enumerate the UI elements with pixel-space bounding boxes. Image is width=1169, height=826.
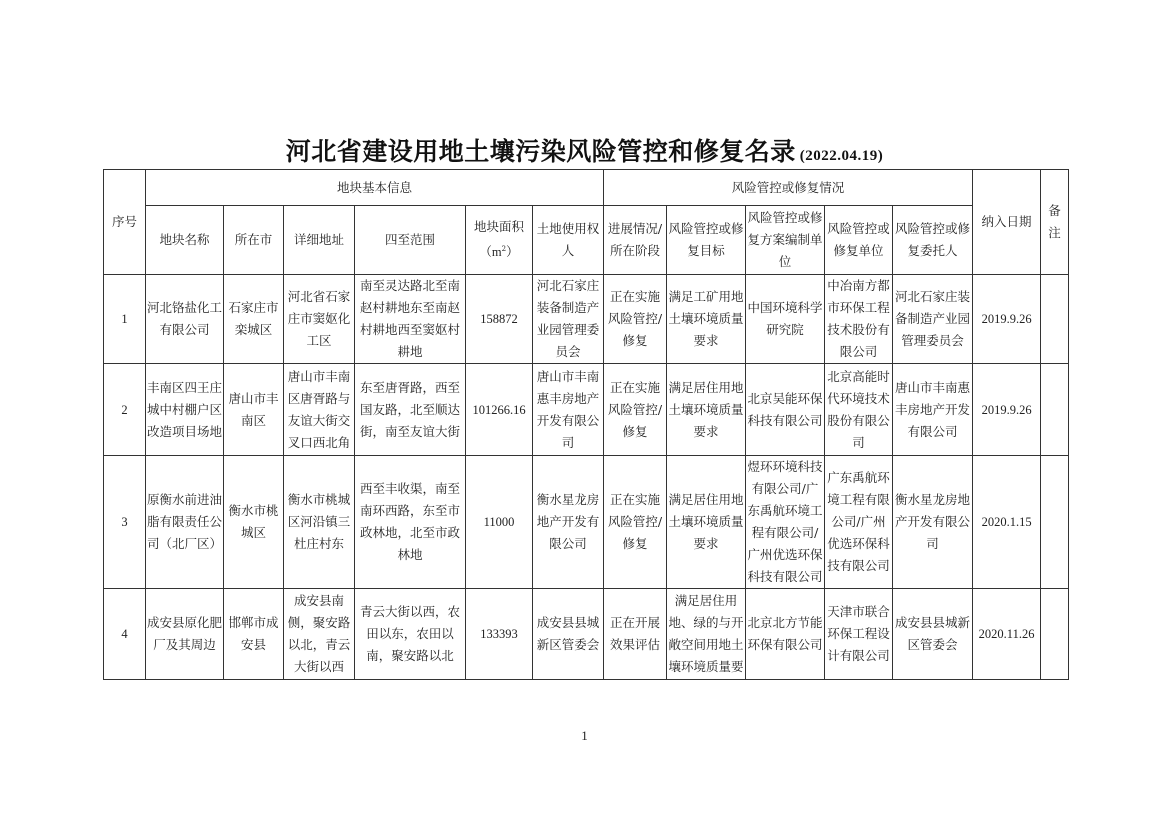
cell-address: 河北省石家庄市窦妪化工区: [284, 275, 355, 364]
header-columns-row: [104, 206, 1069, 275]
cell-boundary: 东至唐胥路，西至国友路，北至顺达街，南至友谊大街: [355, 364, 466, 456]
cell-progress: 正在实施风险管控/修复: [604, 456, 667, 589]
contamination-registry-table: [103, 169, 1069, 680]
header-owner: 土地使用权人: [533, 206, 604, 275]
cell-city: 衡水市桃城区: [224, 456, 284, 589]
header-basic-info: 地块基本信息: [146, 170, 604, 206]
cell-plan-unit: 中国环境科学研究院: [746, 275, 825, 364]
cell-area: 158872: [466, 275, 533, 364]
cell-boundary: 青云大街以西，农田以东，农田以南，聚安路以北: [355, 589, 466, 680]
cell-seq: 1: [104, 275, 146, 364]
cell-date: 2019.9.26: [973, 275, 1041, 364]
header-date-included: 纳入日期: [973, 170, 1041, 275]
cell-boundary: 西至丰收渠，南至南环西路，东至市政林地，北至市政林地: [355, 456, 466, 589]
table-row: [104, 456, 1069, 589]
cell-date: 2019.9.26: [973, 364, 1041, 456]
cell-progress: 正在实施风险管控/修复: [604, 364, 667, 456]
header-risk-info: 风险管控或修复情况: [604, 170, 973, 206]
cell-client: 衡水星龙房地产开发有限公司: [893, 456, 973, 589]
cell-owner: 成安县县城新区管委会: [533, 589, 604, 680]
cell-city: 邯郸市成安县: [224, 589, 284, 680]
cell-plan-unit: 煜环环境科技有限公司/广东禹航环境工程有限公司/广州优选环保科技有限公司: [746, 456, 825, 589]
cell-owner: 河北石家庄装备制造产业园管理委员会: [533, 275, 604, 364]
table-row: [104, 275, 1069, 364]
cell-area: 101266.16: [466, 364, 533, 456]
cell-exec-unit: 天津市联合环保工程设计有限公司: [825, 589, 893, 680]
cell-boundary: 南至灵达路北至南赵村耕地东至南赵村耕地西至窦妪村耕地: [355, 275, 466, 364]
cell-city: 唐山市丰南区: [224, 364, 284, 456]
cell-exec-unit: 北京高能时代环境技术股份有限公司: [825, 364, 893, 456]
cell-area: 11000: [466, 456, 533, 589]
title-main: 河北省建设用地土壤污染风险管控和修复名录: [285, 137, 796, 166]
header-progress: 进展情况/所在阶段: [604, 206, 667, 275]
header-site-name: 地块名称: [146, 206, 224, 275]
cell-target: 满足居住用地土壤环境质量要求: [667, 456, 746, 589]
header-remark: 备注: [1041, 170, 1069, 275]
cell-date: 2020.11.26: [973, 589, 1041, 680]
cell-target: 满足居住用地、绿的与开敞空间用地土壤环境质量要: [667, 589, 746, 680]
cell-progress: 正在实施风险管控/修复: [604, 275, 667, 364]
cell-address: 唐山市丰南区唐胥路与友谊大街交叉口西北角: [284, 364, 355, 456]
cell-area: 133393: [466, 589, 533, 680]
cell-exec-unit: 中冶南方都市环保工程技术股份有限公司: [825, 275, 893, 364]
header-address: 详细地址: [284, 206, 355, 275]
header-boundary: 四至范围: [355, 206, 466, 275]
header-seq: 序号: [104, 170, 146, 275]
cell-remark: [1041, 275, 1069, 364]
cell-name: 丰南区四王庄城中村棚户区改造项目场地: [146, 364, 224, 456]
header-plan-unit: 风险管控或修复方案编制单位: [746, 206, 825, 275]
cell-target: 满足居住用地土壤环境质量要求: [667, 364, 746, 456]
header-group-row: [104, 170, 1069, 206]
cell-date: 2020.1.15: [973, 456, 1041, 589]
cell-client: 成安县县城新区管委会: [893, 589, 973, 680]
cell-remark: [1041, 364, 1069, 456]
cell-name: 成安县原化肥厂及其周边: [146, 589, 224, 680]
cell-exec-unit: 广东禹航环境工程有限公司/广州优选环保科技有限公司: [825, 456, 893, 589]
cell-owner: 唐山市丰南惠丰房地产开发有限公司: [533, 364, 604, 456]
header-client: 风险管控或修复委托人: [893, 206, 973, 275]
cell-name: 河北铬盐化工有限公司: [146, 275, 224, 364]
document-title: [0, 132, 1169, 168]
header-area: 地块面积 $(m^2)$: [466, 206, 533, 275]
header-target: 风险管控或修复目标: [667, 206, 746, 275]
cell-owner: 衡水星龙房地产开发有限公司: [533, 456, 604, 589]
header-exec-unit: 风险管控或修复单位: [825, 206, 893, 275]
title-date: (2022.04.19): [799, 148, 884, 164]
cell-progress: 正在开展效果评估: [604, 589, 667, 680]
cell-remark: [1041, 456, 1069, 589]
cell-seq: 3: [104, 456, 146, 589]
cell-remark: [1041, 589, 1069, 680]
cell-name: 原衡水前进油脂有限责任公司（北厂区）: [146, 456, 224, 589]
cell-city: 石家庄市栾城区: [224, 275, 284, 364]
cell-target: 满足工矿用地土壤环境质量要求: [667, 275, 746, 364]
cell-plan-unit: 北京吴能环保科技有限公司: [746, 364, 825, 456]
header-city: 所在市: [224, 206, 284, 275]
table-row: [104, 364, 1069, 456]
page-number: 1: [581, 728, 588, 743]
cell-address: 成安县南侧，聚安路以北，青云大街以西: [284, 589, 355, 680]
cell-address: 衡水市桃城区河沿镇三杜庄村东: [284, 456, 355, 589]
cell-seq: 2: [104, 364, 146, 456]
table-row: [104, 589, 1069, 680]
cell-client: 河北石家庄装备制造产业园管理委员会: [893, 275, 973, 364]
cell-plan-unit: 北京北方节能环保有限公司: [746, 589, 825, 680]
cell-seq: 4: [104, 589, 146, 680]
cell-client: 唐山市丰南惠丰房地产开发有限公司: [893, 364, 973, 456]
